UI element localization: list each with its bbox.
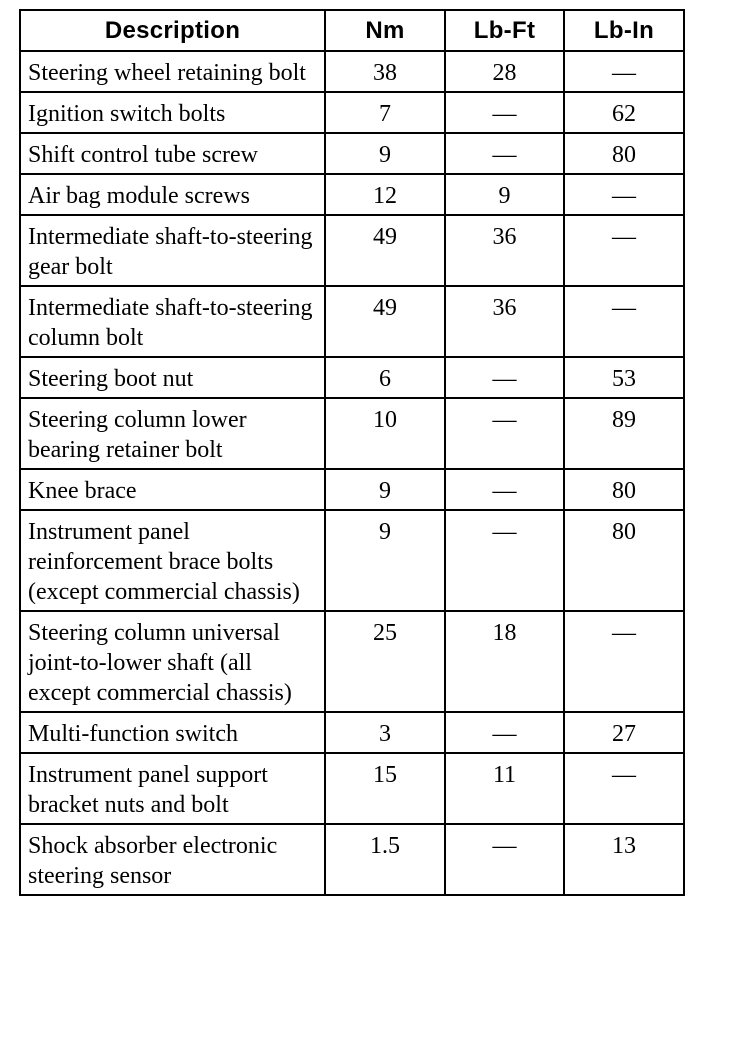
- cell-lbft: —: [445, 133, 564, 174]
- cell-nm: 10: [325, 398, 445, 469]
- cell-lbft: —: [445, 92, 564, 133]
- header-lbin: Lb-In: [564, 10, 684, 51]
- table-row: [20, 174, 684, 215]
- cell-lbft: 36: [445, 286, 564, 357]
- table-row: [20, 357, 684, 398]
- cell-description: Multi-function switch: [20, 712, 325, 753]
- cell-lbin: —: [564, 51, 684, 92]
- cell-description: Ignition switch bolts: [20, 92, 325, 133]
- table-row: [20, 824, 684, 895]
- cell-lbft: 9: [445, 174, 564, 215]
- cell-description: Instrument panel support bracket nuts and bolt: [20, 753, 325, 824]
- cell-nm: 15: [325, 753, 445, 824]
- cell-lbft: 18: [445, 611, 564, 712]
- cell-lbft: 36: [445, 215, 564, 286]
- cell-description: Knee brace: [20, 469, 325, 510]
- cell-nm: 6: [325, 357, 445, 398]
- cell-nm: 49: [325, 215, 445, 286]
- table-row: [20, 286, 684, 357]
- cell-lbft: —: [445, 510, 564, 611]
- cell-nm: 49: [325, 286, 445, 357]
- table-row: [20, 92, 684, 133]
- cell-description: Air bag module screws: [20, 174, 325, 215]
- cell-lbin: —: [564, 611, 684, 712]
- cell-lbft: —: [445, 398, 564, 469]
- cell-description: Steering column lower bearing retainer bolt: [20, 398, 325, 469]
- cell-lbin: —: [564, 174, 684, 215]
- table-row: [20, 133, 684, 174]
- cell-lbin: 62: [564, 92, 684, 133]
- table-row: [20, 469, 684, 510]
- cell-lbin: 80: [564, 510, 684, 611]
- cell-lbin: —: [564, 753, 684, 824]
- cell-nm: 1.5: [325, 824, 445, 895]
- header-description: Description: [20, 10, 325, 51]
- cell-lbft: 11: [445, 753, 564, 824]
- cell-lbin: 80: [564, 133, 684, 174]
- table-row: [20, 611, 684, 712]
- table-row: [20, 51, 684, 92]
- cell-nm: 3: [325, 712, 445, 753]
- cell-description: Shock absorber electronic steering sensor: [20, 824, 325, 895]
- cell-lbft: —: [445, 824, 564, 895]
- cell-nm: 9: [325, 133, 445, 174]
- torque-specifications-table: [19, 9, 685, 896]
- cell-lbin: 80: [564, 469, 684, 510]
- cell-nm: 9: [325, 469, 445, 510]
- cell-lbin: —: [564, 215, 684, 286]
- cell-lbin: —: [564, 286, 684, 357]
- table-row: [20, 510, 684, 611]
- cell-description: Steering column universal joint-to-lower shaft (all except commercial chassis): [20, 611, 325, 712]
- table-row: [20, 753, 684, 824]
- cell-nm: 7: [325, 92, 445, 133]
- cell-nm: 38: [325, 51, 445, 92]
- cell-description: Intermediate shaft-to-steering gear bolt: [20, 215, 325, 286]
- cell-nm: 9: [325, 510, 445, 611]
- cell-lbft: —: [445, 712, 564, 753]
- cell-lbin: 53: [564, 357, 684, 398]
- cell-description: Steering wheel retaining bolt: [20, 51, 325, 92]
- cell-nm: 25: [325, 611, 445, 712]
- cell-nm: 12: [325, 174, 445, 215]
- cell-lbin: 27: [564, 712, 684, 753]
- header-row: [20, 10, 684, 51]
- cell-lbin: 13: [564, 824, 684, 895]
- table-row: [20, 215, 684, 286]
- cell-description: Steering boot nut: [20, 357, 325, 398]
- table-row: [20, 712, 684, 753]
- cell-description: Shift control tube screw: [20, 133, 325, 174]
- cell-description: Intermediate shaft-to-steering column bolt: [20, 286, 325, 357]
- cell-description: Instrument panel reinforcement brace bolts (except commercial chassis): [20, 510, 325, 611]
- cell-lbft: —: [445, 469, 564, 510]
- cell-lbin: 89: [564, 398, 684, 469]
- header-lbft: Lb-Ft: [445, 10, 564, 51]
- cell-lbft: —: [445, 357, 564, 398]
- cell-lbft: 28: [445, 51, 564, 92]
- table-row: [20, 398, 684, 469]
- header-nm: Nm: [325, 10, 445, 51]
